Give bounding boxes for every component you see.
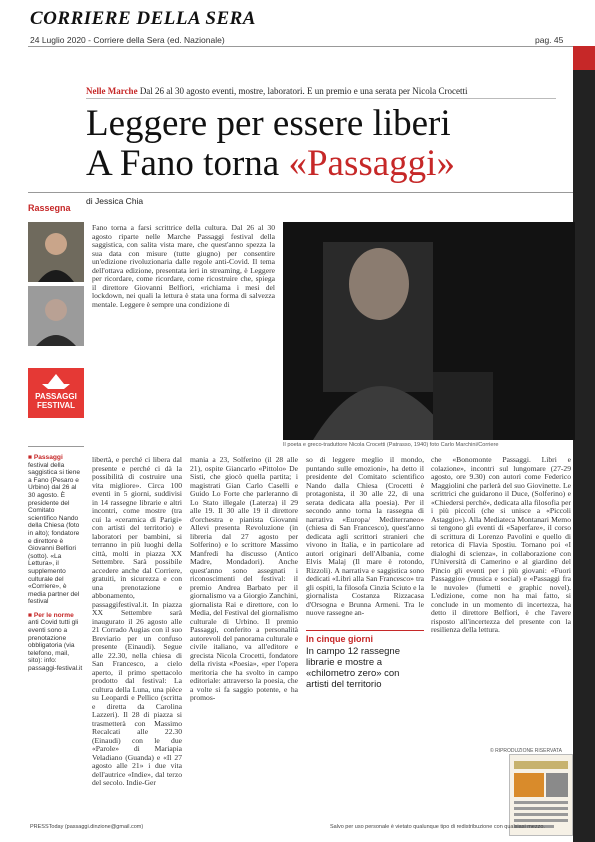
footer-left: PRESSToday (passaggi.dinzione@gmail.com) [30,824,144,830]
page-thumbnail-icon [510,755,572,835]
header-rule [28,46,573,47]
article-col-2 [190,456,298,816]
passaggi-festival-logo [28,368,84,418]
photo-caption: Il poeta e greco-traduttore Nicola Crocetti (Patrasso, 1940) foto Carlo Marchini/Corriere [283,442,499,448]
article-paragraph: mania a 23, Solferino (il 28 alle 21), ospite Giancarlo «Pittolo» De Sisti, che giocò quella partita; i magistrati Gian Carlo Caselli e Guido Lo Forte che parleranno di Lo Stato illegale (Laterza) il 29 alle 19. Il 30 alle 19 il direttore d'orchestra e pianista Giovanni Allevi presenta Revoluzione (in libreria dal 27 agosto per Solferino) e lo scrittore Massimo Manfredi ha discusso (Antico Madre, Mondadori). Anche quest'anno sono assegnati i riconoscimenti del festival: il premio Andrea Barbato per il giornalismo va a Giorgio Zanchini, giornalista Rai e direttore, con lo Media, del Festival del giornalismo culturale di Urbino. Il premio Passaggi, conferito a personalità autorevoli del panorama culturale e civile italiano, va all'editore e grecista Nicola Crocetti, fondatore della rivista «Poesia», «per l'opera meritoria che ha svolto in campo editoriale: attraverso la poesia, che a volte si fa saggio potente, e ha promos- [190,456,298,702]
paper-boat-icon [28,368,84,390]
portrait-icon [28,286,84,346]
article-paragraph: Fano torna a farsi scrittrice della cultura. Dal 26 al 30 agosto riparte nelle Marche Passaggi festival della saggistica, con salita vista mare, che quest'anno spezza la sua data con misure (tutte giugno) per consentire un'edizione rivoluzionaria dalle regole anti-Covid. Il tema dell'ottava edizione, presentata ieri in streaming, è Leggere per ricordare, come ricordare, come ricostruire che, spiega il direttore Giovanni Belfiori, «richiama i mesi del lockdown, nei quali la lettura è stata una forma di salvezza mentale. Leggere è sempre una condizione di [92,223,275,309]
caption-rule [28,446,84,447]
article-col-3 [306,456,424,628]
kicker-text: Dal 26 al 30 agosto eventi, mostre, laboratori. E un premio e una serata per Nicola Crocetti [137,86,468,96]
article-col-1 [92,456,182,816]
footer-right: Salvo per uso personale è vietato qualunque tipo di redistribuzione con qualsiasi mezzo. [330,824,545,830]
kicker-rule [86,98,556,99]
caption-1-text: festival della saggistica si tiene a Fano (Pesaro e Urbino) dal 26 al 30 agosto. È presidente del Comitato scientifico Nando della Chiesa (foto in alto); fondatore e direttore è Giovanni Belfiori (sotto). «La Lettura», il supplemento culturale del «Corriere», è media partner del festival [28,461,81,606]
kicker-location: Nelle Marche [86,86,138,96]
headline-line-2 [86,144,556,184]
article-paragraph: so di leggere meglio il mondo, puntando sulle emozioni», ha detto il presidente del Comitato scientifico Nando dalla Chiesa (Crocetti è protagonista, il 30 alle 22, di una serata dedicata alla poesia). Per il secondo anno torna la rassegna di narrativa «Europa/ Mediterraneo» (chiesa di San Francesco), quest'anno dedicata agli scrittori stranieri che vivono in Italia, e in particolare ad autori originari dell'Albania, come Elvis Malaj (Il mare è rotondo, Rizzoli). A narrativa e saggistica sono dedicati «Libri alla San Francesco» tra gli ospiti, la filosofa Cinzia Sciuto e la giornalista Costanza Rizzacasa d'Orsogna e Brunna Armeni. Tra le nuove rassegne an- [306,456,424,617]
byline: di Jessica Chia [86,196,144,206]
logo-line-1: PASSAGGI [35,392,77,401]
article-paragraph: che «Bonomonte Passaggi. Libri e colazione», incontri sul lungomare (27-29 agosto, ore 9.30) con autori come Federico Maggiolini che parlerà del suo Giovinette. Le scrittrici che guidarono il Duce, (Solferino) e «Chiedersi perché», dedicata alla filosofia per i più piccoli (che si unisce a «Piccoli Astaggio»). Alla Mediateca Montanari Memo si tengono gli eventi di «Saperfare», il corso di scrittura di Lorenzo Pavolini e quello di retorica di Flavia Spostiu. Tornano poi «I dialoghi di scienza», in collaborazione con l'Università di Camerino e al giardino del Pincio gli eventi per i più giovani: «Fuori Passaggio» (musica e social) e «Passaggi fra le nuvole» (fumetti e graphic novel). L'edizione, come non ha mai fatto, si conclude in un momento di incertezza, ha detto il direttore Belfiori, è che l'avere risposto all'incertezza del presente con la resilienza della lettura. [431,456,571,634]
article-paragraph: libertà, e perché ci libera dal presente e perché ci dà la possibilità di costruire una vita migliore». Circa 100 eventi in 5 giorni, suddivisi in 14 rassegne librarie e altri incontri, come mostre (tra cui la «ceramica di Parigi» con artisti del territorio) e laboratori per bambini, si terranno in più luoghi della città, molti in piazza XX Settembre. Sarà possibile accedere anche dal Corriere, gratuiti, in sicurezza e con una prenotazione e abbonamento, passaggifestival.it. In piazza XX Settembre sarà inaugurato il 26 agosto alle 21 Corrado Augias con il suo Breviario per un confuso presente (Einaudi). Segue alle 22.30, nella chiesa di San Francesco, a cielo aperto, il primo spettacolo prodotto dal festival: La cultura della Luna, una pièce su Leopardi e Pellico (scritta e diretta da Carolina Lazzeri). Il 28 di piazza si trasmetterà con Massimo Recalcati alle 22.30 (Einaudi) con le due «Parole» di Mariapia Veladiano (Guanda) e «Il 27 agosto alle 21» i due vita dell'autrice «Indie», dal terzo del secolo. Indie-Ger [92,456,182,787]
right-margin-bar [573,46,595,842]
left-caption [28,454,84,673]
article-col-1-top [92,224,275,309]
headline-prefix: A Fano torna [86,143,289,184]
box-title: In cinque giorni [306,634,373,644]
article-col-4 [431,456,571,752]
masthead: CORRIERE DELLA SERA [30,8,256,29]
page-number: pag. 45 [535,35,564,45]
caption-2-text: anti Covid tutti gli eventi sono a prenotazione obbligatoria (via telefono, mail, sito): info: passaggi-festival.it [28,619,83,673]
box-rule [306,630,424,631]
headline-quote: «Passaggi» [288,143,455,184]
portrait-nando-dalla-chiesa [28,222,84,282]
box-text: In campo 12 rassegne librarie e mostre a «chilometro zero» con artisti del territorio [306,646,401,690]
caption-1-bullet: ■ [28,454,34,461]
portrait-giovanni-belfiori [28,286,84,346]
headline-rule [28,192,573,193]
portrait-icon [28,222,84,282]
portrait-photo-icon [283,222,575,440]
main-photo-nicola-crocetti [283,222,575,440]
caption-2-label: Per le norme [33,611,74,619]
date-source: 24 Luglio 2020 - Corriere della Sera (ed. Nazionale) [30,35,225,45]
logo-line-2: FESTIVAL [36,401,76,410]
section-label: Rassegna [28,203,71,213]
headline-line-1: Leggere per essere liberi [86,103,451,144]
kicker [86,86,467,96]
caption-2-bullet: ■ [28,611,34,619]
copyright-note: © RIPRODUZIONE RISERVATA [490,748,562,754]
right-margin-red-tab [573,46,595,70]
caption-1-label: Passaggi [33,454,63,461]
